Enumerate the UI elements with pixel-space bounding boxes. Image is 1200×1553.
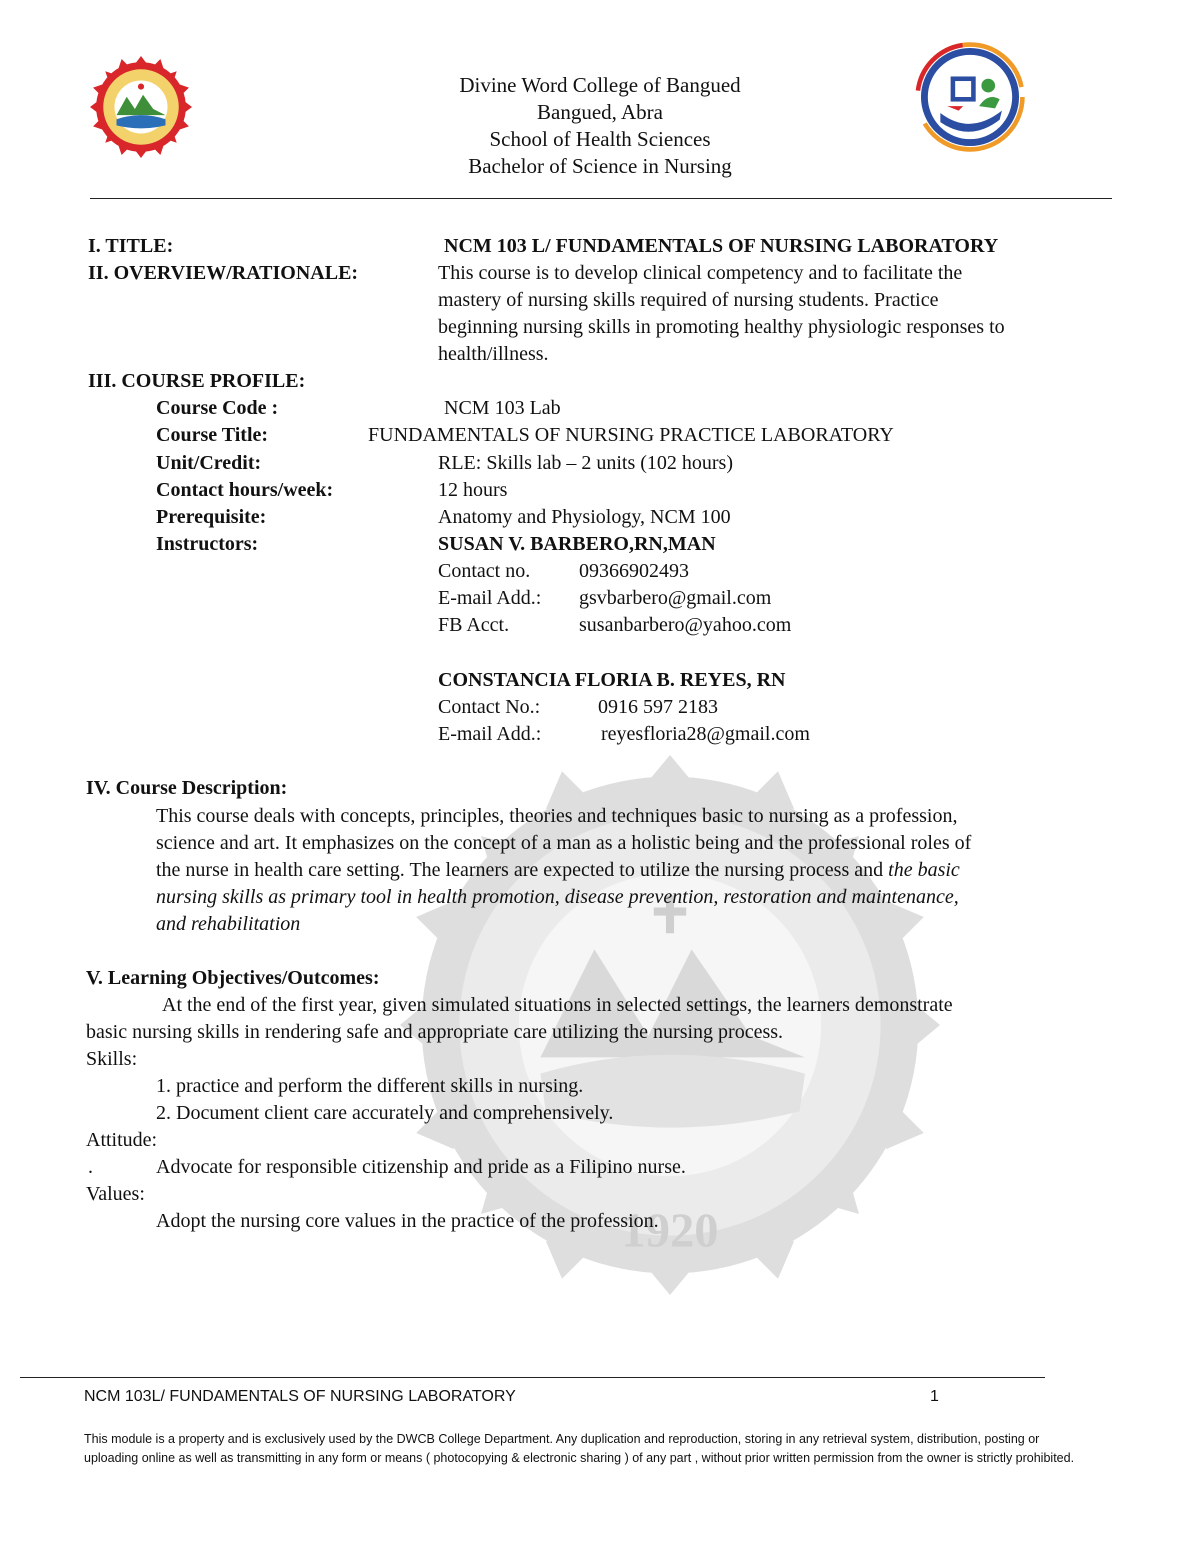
footer-divider: [20, 1377, 1045, 1378]
course-code-label: Course Code :: [156, 397, 279, 419]
course-title-value: FUNDAMENTALS OF NURSING PRACTICE LABORATORY: [368, 424, 894, 446]
skill-item: 2. Document client care accurately and comprehensively.: [156, 1102, 614, 1124]
instructor2-contact-label: Contact No.:: [438, 696, 541, 718]
description-line: This course deals with concepts, principles, theories and techniques basic to nursing as a profession,: [156, 805, 958, 827]
course-description-heading: IV. Course Description:: [86, 777, 288, 799]
values-label: Values:: [86, 1183, 145, 1205]
school-name: School of Health Sciences: [489, 127, 711, 151]
description-text: the nurse in health care setting. The learners are expected to utilize the nursing process and: [156, 859, 889, 881]
course-title-heading: NCM 103 L/ FUNDAMENTALS OF NURSING LABORATORY: [444, 235, 999, 257]
contact-hours-value: 12 hours: [438, 479, 508, 501]
objectives-intro: basic nursing skills in rendering safe and appropriate care utilizing the nursing process.: [86, 1021, 784, 1043]
skill-item: 1. practice and perform the different skills in nursing.: [156, 1075, 584, 1097]
overview-line: This course is to develop clinical competency and to facilitate the: [438, 262, 963, 284]
contact-hours-label: Contact hours/week:: [156, 479, 334, 501]
description-line: science and art. It emphasizes on the concept of a man as a holistic being and the professional roles of: [156, 832, 972, 854]
overview-line: mastery of nursing skills required of nursing students. Practice: [438, 289, 939, 311]
unit-credit-label: Unit/Credit:: [156, 452, 262, 474]
instructor2-contact: 0916 597 2183: [598, 696, 718, 718]
skills-label: Skills:: [86, 1048, 138, 1070]
values-item: Adopt the nursing core values in the practice of the profession.: [156, 1210, 659, 1232]
overview-line: health/illness.: [438, 343, 549, 365]
copyright-notice: This module is a property and is exclusively used by the DWCB College Department. Any duplication and reproduction, storing in any retrieval system, distribution, posting or uploading online as well as transmitting in any form or means ( photocopying & electronic sharing ) of any part , without prior written permission from the owner is strictly prohibited.: [84, 1432, 1075, 1465]
prerequisite-value: Anatomy and Physiology, NCM 100: [438, 506, 731, 528]
institution-location: Bangued, Abra: [537, 100, 663, 124]
page-number: 1: [930, 1388, 939, 1405]
watermark-year: 1920: [621, 1203, 719, 1258]
attitude-label: Attitude:: [86, 1129, 158, 1151]
attitude-item: Advocate for responsible citizenship and pride as a Filipino nurse.: [156, 1156, 686, 1178]
objectives-intro: At the end of the first year, given simulated situations in selected settings, the learners demonstrate: [162, 994, 953, 1016]
learning-objectives-heading: V. Learning Objectives/Outcomes:: [86, 967, 380, 989]
instructor1-fb-label: FB Acct.: [438, 614, 510, 636]
attitude-bullet: .: [88, 1156, 93, 1178]
instructor1-contact: 09366902493: [579, 560, 689, 582]
title-label: I. TITLE:: [88, 235, 174, 257]
program-name: Bachelor of Science in Nursing: [468, 154, 732, 178]
overview-label: II. OVERVIEW/RATIONALE:: [88, 262, 359, 284]
course-title-label: Course Title:: [156, 424, 269, 446]
institution-name: Divine Word College of Bangued: [459, 73, 741, 97]
course-profile-heading: III. COURSE PROFILE:: [88, 370, 306, 392]
description-italic-text: the basic: [888, 859, 960, 881]
instructor1-email: gsvbarbero@gmail.com: [579, 587, 772, 609]
description-line: and rehabilitation: [156, 913, 301, 935]
instructor1-name: SUSAN V. BARBERO,RN,MAN: [438, 533, 716, 555]
instructors-label: Instructors:: [156, 533, 259, 555]
footer-title: NCM 103L/ FUNDAMENTALS OF NURSING LABORATORY: [84, 1388, 516, 1405]
prerequisite-label: Prerequisite:: [156, 506, 267, 528]
instructor1-contact-label: Contact no.: [438, 560, 531, 582]
instructor1-fb: susanbarbero@yahoo.com: [579, 614, 792, 636]
course-code-value: NCM 103 Lab: [444, 397, 561, 419]
description-line: [156, 857, 960, 884]
header-divider: [90, 198, 1112, 199]
instructor2-name: CONSTANCIA FLORIA B. REYES, RN: [438, 669, 786, 691]
instructor2-email: reyesfloria28@gmail.com: [601, 723, 810, 745]
description-line: nursing skills as primary tool in health promotion, disease prevention, restoration and maintenance,: [156, 886, 959, 908]
instructor2-email-label: E-mail Add.:: [438, 723, 542, 745]
unit-credit-value: RLE: Skills lab – 2 units (102 hours): [438, 452, 733, 474]
school-health-sciences-logo: [913, 40, 1027, 154]
instructor1-email-label: E-mail Add.:: [438, 587, 542, 609]
overview-line: beginning nursing skills in promoting healthy physiologic responses to: [438, 316, 1005, 338]
